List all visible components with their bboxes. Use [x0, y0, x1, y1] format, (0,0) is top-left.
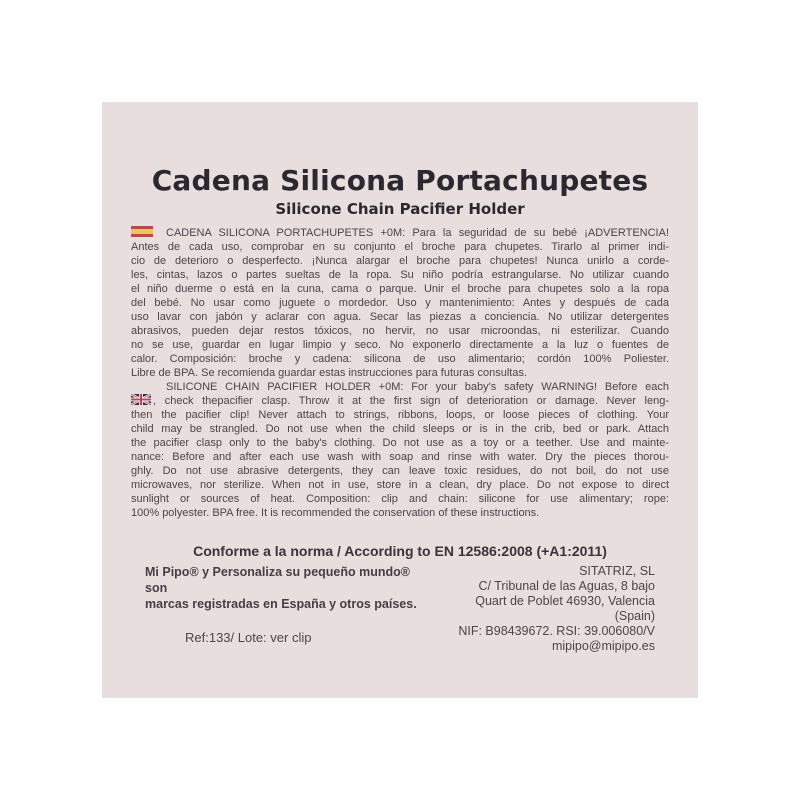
text-line: cio de deterioro o desperfecto. ¡Nunca alargar el broche para chupetes! Nunca unirlo a corde-	[131, 255, 669, 267]
text-line: Antes de cada uso, comprobar en su conjunto el broche para chupetes. Tirarlo al primer indi-	[131, 241, 669, 253]
text-line: el niño duerme o está en la cuna, cama o parque. Unir el broche para chupetes solo a la ropa	[131, 283, 669, 295]
trademark-notice	[145, 564, 433, 612]
text-line	[131, 394, 669, 408]
text-line: abrasivos, pueden dejar restos tóxicos, no hervir, no usar microondas, ni esterilizar. Cuando	[131, 325, 669, 337]
text-line: no se use, guardar en lugar limpio y seco. No exponerlo directamente a la luz o fuentes de	[131, 339, 669, 351]
standard-compliance-line: Conforme a la norma / According to EN 12586:2008 (+A1:2011)	[193, 543, 607, 559]
text-line: microwaves, nor sterilize. When not in use, store in a clean, dry place. Do not expose to direct	[131, 479, 669, 491]
text-line: then the pacifier clip! Never attach to strings, ribbons, loops, or loose pieces of clothing. Your	[131, 409, 669, 421]
page-subtitle: Silicone Chain Pacifier Holder	[275, 200, 525, 218]
uk-flag-icon	[131, 394, 151, 405]
product-label	[102, 102, 698, 698]
text-line: the pacifier clasp only to the baby's clothing. Do not use as a toy or a teether. Use and mainte-	[131, 437, 669, 449]
es-warning-paragraph	[131, 226, 669, 380]
footer-left-column	[145, 564, 433, 654]
text-line: del bebé. No usar como juguete o mordedor. Uso y mantenimiento: Antes y después de cada	[131, 297, 669, 309]
text-line: uso lavar con jabón y aclarar con agua. Secar las piezas a conciencia. No utilizar detergentes	[131, 311, 669, 323]
company-city: Quart de Poblet 46930, Valencia (Spain)	[475, 594, 655, 623]
en-warning-paragraph	[131, 380, 669, 520]
spain-flag-icon	[131, 226, 153, 237]
text-line: sunlight or sources of heat. Composition: clip and chain: silicone for use alimentary; rope:	[131, 493, 669, 505]
text-line: 100% polyester. BPA free. It is recommended the conservation of these instructions.	[131, 507, 540, 519]
company-street: C/ Tribunal de las Aguas, 8 bajo	[478, 579, 655, 593]
text-line	[131, 226, 669, 240]
company-name: SITATRIZ, SL	[579, 564, 655, 578]
company-nif: NIF: B98439672. RSI: 39.006080/V	[458, 624, 655, 638]
ref-lot-line: Ref:133/ Lote: ver clip	[185, 630, 312, 645]
company-email: mipipo@mipipo.es	[551, 639, 655, 653]
text-line: Libre de BPA. Se recomienda guardar estas instrucciones para futuras consultas.	[131, 367, 528, 379]
text-line: calor. Composición: broche y cadena: silicona de uso alimentario; cordón 100% Poliester.	[131, 353, 669, 365]
text-line: Mi Pipo® y Personaliza su pequeño mundo® son	[145, 565, 410, 595]
text-line-content: , check thepacifier clasp. Throw it at the first sign of deterioration or damage. Never leng-	[153, 395, 669, 407]
text-line: child may be strangled. Do not use when the child sleeps or is in the crib, bed or park. Attach	[131, 423, 669, 435]
company-address	[433, 564, 655, 654]
footer-columns	[131, 564, 669, 654]
page-title: Cadena Silicona Portachupetes	[151, 164, 649, 197]
text-line: marcas registradas en España y otros países.	[145, 597, 417, 611]
text-line: les, cintas, lazos o partes sueltas de la ropa. Su niño podría estrangularse. No utilizar cuando	[131, 269, 669, 281]
text-line: ghly. Do not use abrasive detergents, they can leave toxic residues, do not boil, do not use	[131, 465, 669, 477]
text-line: nance: Before and after each use wash with soap and rinse with water. Dry the pieces thorou-	[131, 451, 669, 463]
text-line: SILICONE CHAIN PACIFIER HOLDER +0M: For your baby's safety WARNING! Before each	[166, 381, 669, 393]
text-line-content: CADENA SILICONA PORTACHUPETES +0M: Para la seguridad de su bebé ¡ADVERTENCIA!	[166, 227, 669, 239]
